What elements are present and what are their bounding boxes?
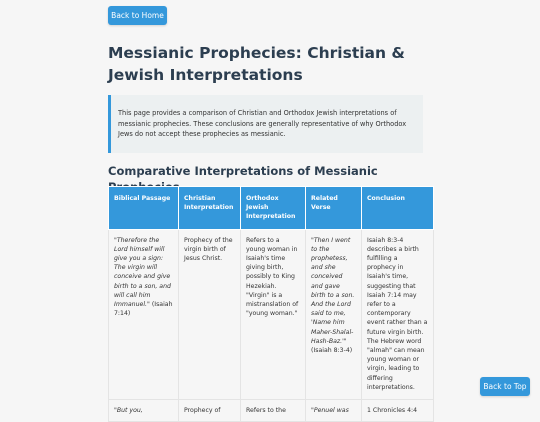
section-heading: Comparative Interpretations of Messianic [108, 164, 378, 178]
passage-reference: (Isaiah 7:14) [114, 301, 173, 318]
cell-conclusion: 1 Chronicles 4:4 [362, 399, 434, 421]
passage-quote: "Therefore the Lord himself will give you a sign: The virgin will conceive and give birth to a son, and will call him Immanuel." [114, 236, 171, 309]
cell-passage [109, 399, 179, 421]
header-christian-interpretation: Christian Interpretation [179, 187, 241, 230]
cell-passage [109, 229, 179, 399]
cell-jewish: Refers to the [241, 399, 306, 421]
header-jewish-interpretation: Orthodox Jewish Interpretation [241, 187, 306, 230]
cell-christian: Prophecy of the virgin birth of Jesus Christ. [179, 229, 241, 399]
header-related-verse: Related Verse [306, 187, 362, 230]
related-quote: "Penuel was [311, 406, 349, 414]
comparison-table [108, 186, 434, 422]
cell-jewish: Refers to a young woman in Isaiah's time giving birth, possibly to King Hezekiah. "Virgin" is a mistranslation of "young woman." [241, 229, 306, 399]
back-to-top-button[interactable]: Back to Top [480, 377, 530, 396]
cell-christian: Prophecy of [179, 399, 241, 421]
related-quote: "Then I went to the prophetess, and she conceived and gave birth to a son. And the Lord said to me, 'Name him Maher-Shalal-Hash-Baz.'" [311, 236, 355, 345]
related-reference: (Isaiah 8:3-4) [311, 347, 353, 355]
cell-related [306, 229, 362, 399]
table-header-row [109, 187, 434, 230]
passage-quote: "But you, [114, 406, 143, 414]
header-conclusion: Conclusion [362, 187, 434, 230]
intro-callout: This page provides a comparison of Christian and Orthodox Jewish interpretations of messianic prophecies. These conclusions are generally representative of why Orthodox Jews do not accept these prophecies as messianic. [108, 95, 423, 153]
cell-conclusion: Isaiah 8:3-4 describes a birth fulfilling a prophecy in Isaiah's time, suggesting that Isaiah 7:14 may refer to a contemporary event rather than a future virgin birth. The Hebrew word "almah" can mean young woman or virgin, leading to differing interpretations. [362, 229, 434, 399]
header-biblical-passage: Biblical Passage [109, 187, 179, 230]
table-row [109, 399, 434, 421]
back-to-home-button[interactable]: Back to Home [108, 6, 167, 25]
table-row [109, 229, 434, 399]
cell-related [306, 399, 362, 421]
page-title: Messianic Prophecies: Christian & Jewish Interpretations [108, 44, 405, 84]
